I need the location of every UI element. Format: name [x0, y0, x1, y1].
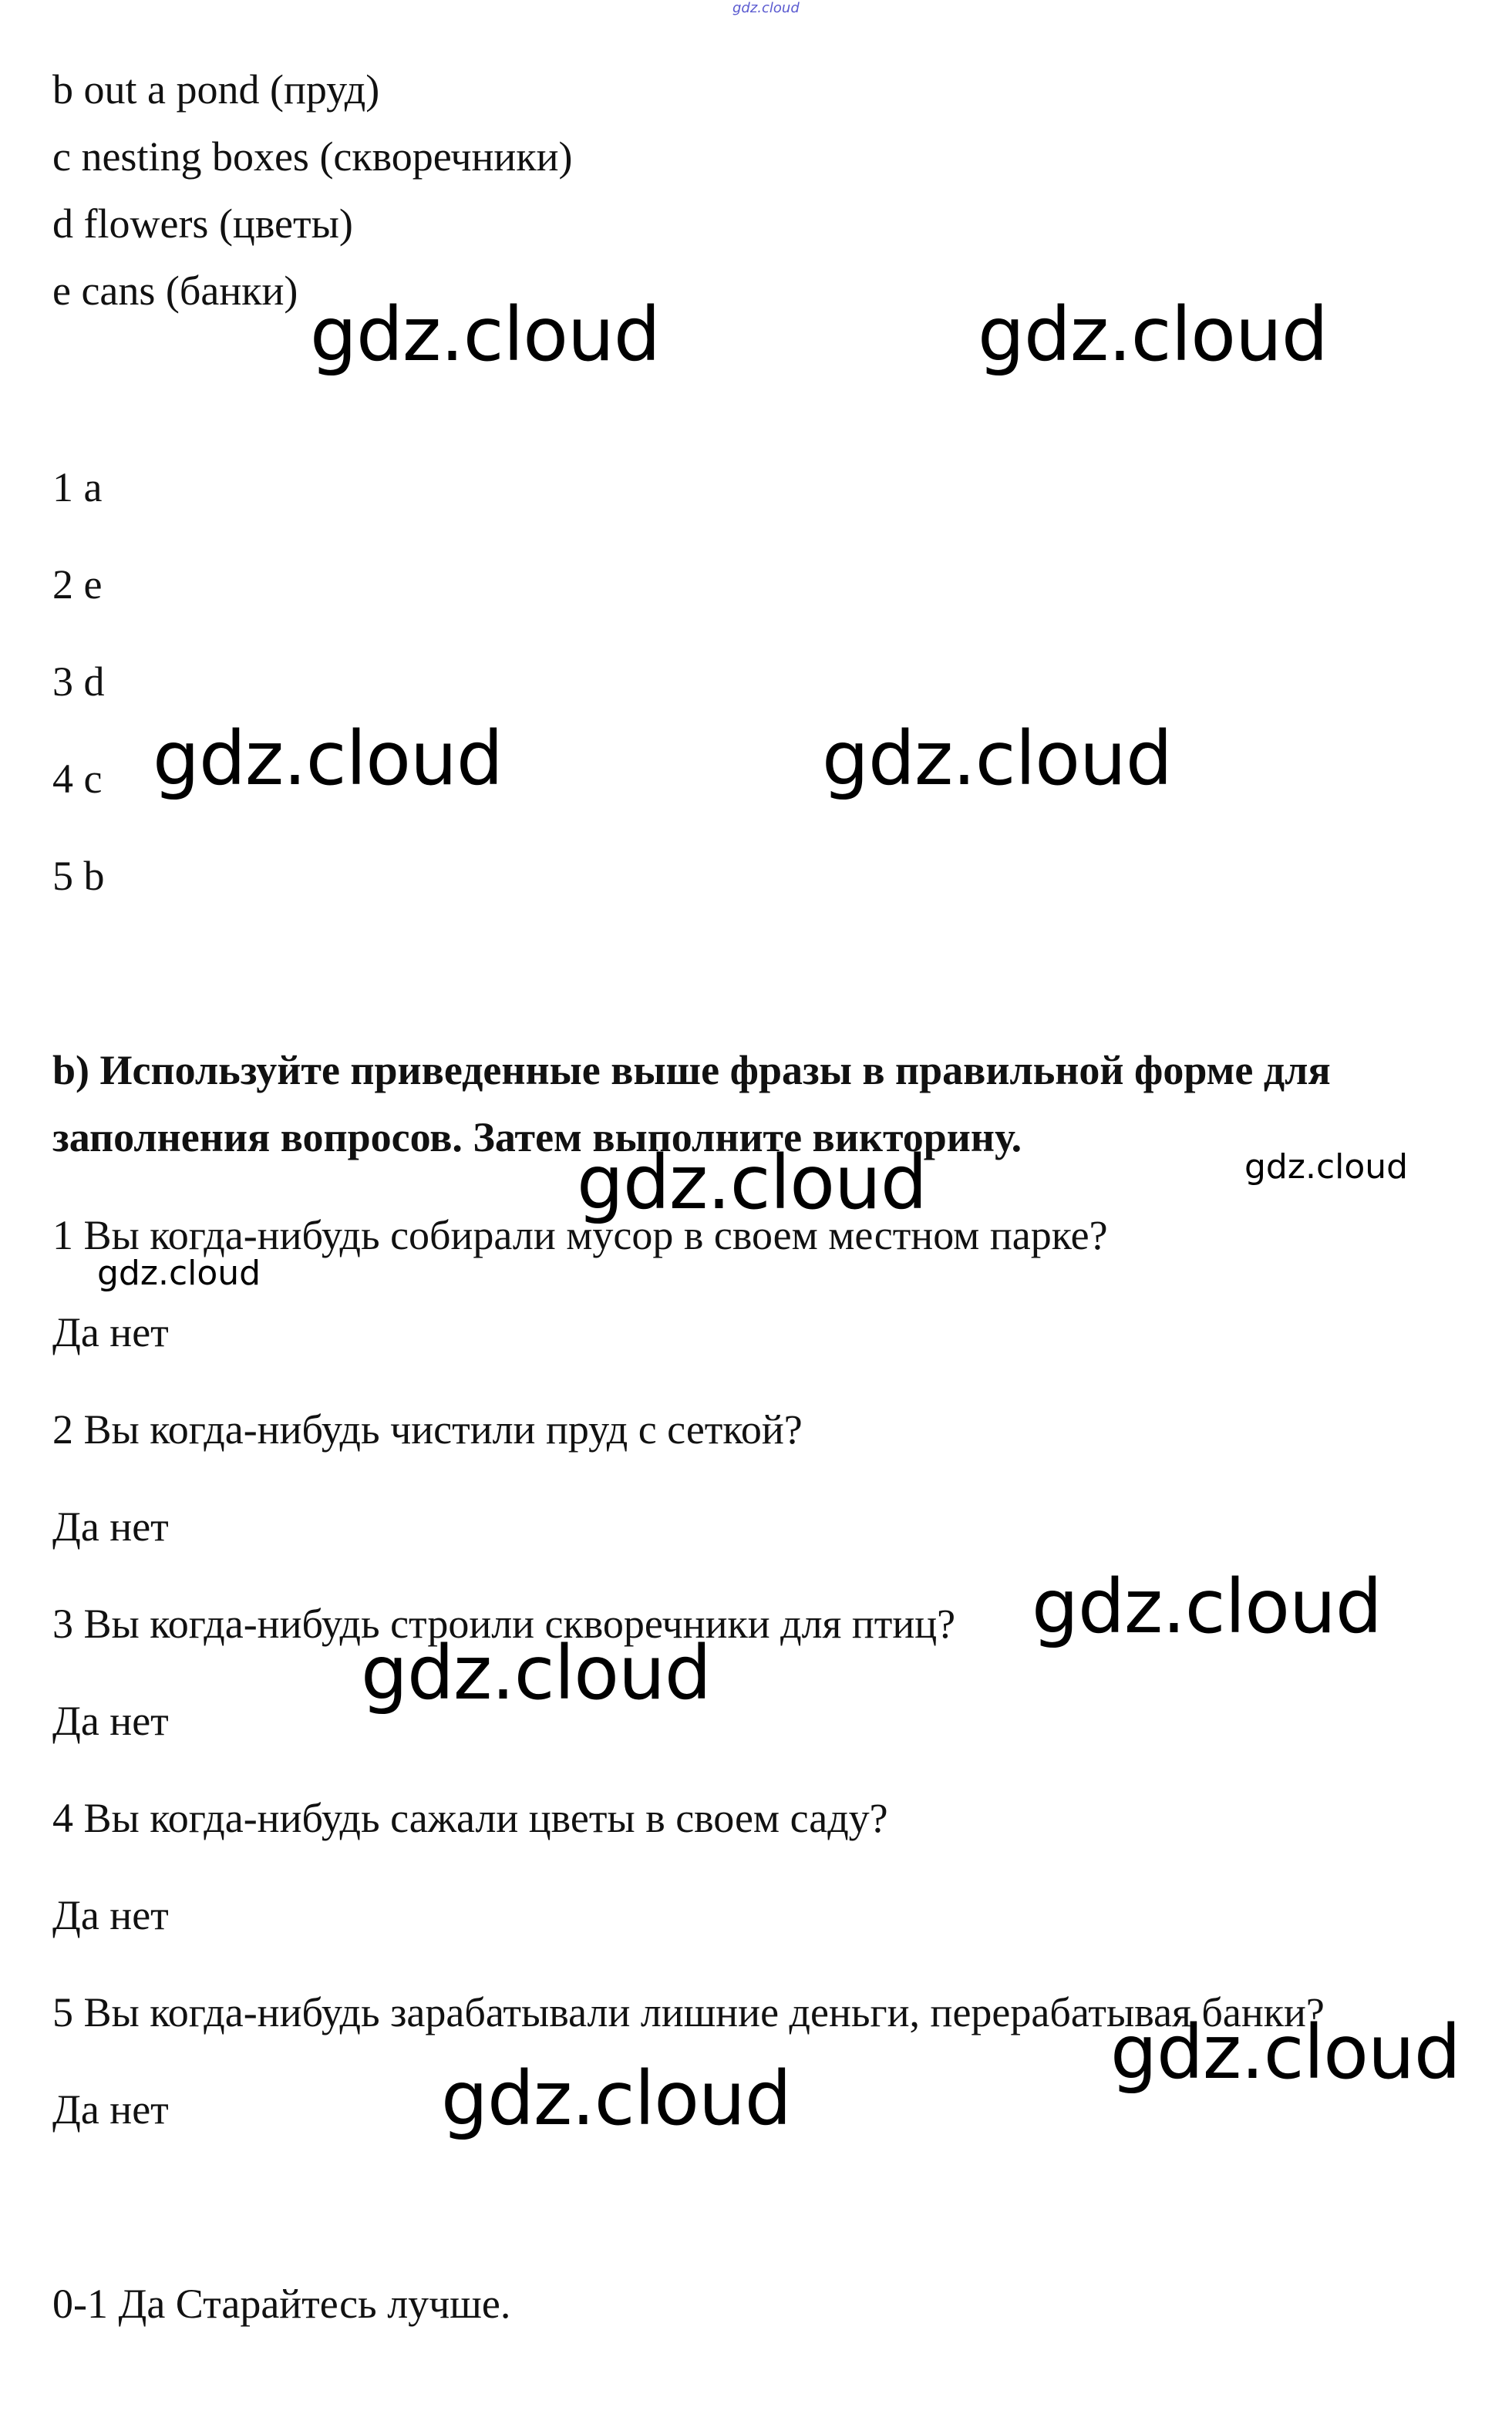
answer-1: 1 a [52, 464, 103, 510]
task-b-heading-line2: заполнения вопросов. Затем выполните викторину. [52, 1114, 1022, 1160]
question-2: 2 Вы когда-нибудь чистили пруд с сеткой? [52, 1406, 803, 1453]
question-4-choices: Да нет [52, 1892, 169, 1938]
result-text: 0-1 Да Старайтесь лучше. [52, 2281, 511, 2327]
top-watermark: gdz.cloud [732, 0, 800, 16]
watermark: gdz.cloud [310, 291, 660, 378]
option-c: c nesting boxes (скворечники) [52, 133, 573, 180]
watermark: gdz.cloud [822, 715, 1172, 802]
watermark: gdz.cloud [153, 715, 503, 802]
question-5-choices: Да нет [52, 2086, 169, 2133]
option-b: b out a pond (пруд) [52, 66, 380, 113]
watermark: gdz.cloud [361, 1630, 711, 1716]
answer-3: 3 d [52, 658, 105, 705]
answer-5: 5 b [52, 853, 105, 899]
watermark: gdz.cloud [97, 1254, 261, 1293]
watermark: gdz.cloud [441, 2056, 791, 2142]
question-4: 4 Вы когда-нибудь сажали цветы в своем саду? [52, 1795, 888, 1841]
question-5: 5 Вы когда-нибудь зарабатывали лишние деньги, перерабатывая банки? [52, 1989, 1325, 2035]
question-3: 3 Вы когда-нибудь строили скворечники для птиц? [52, 1601, 956, 1647]
watermark: gdz.cloud [577, 1140, 927, 1226]
question-3-choices: Да нет [52, 1698, 169, 1744]
watermark: gdz.cloud [1032, 1564, 1382, 1650]
question-2-choices: Да нет [52, 1503, 169, 1550]
watermark: gdz.cloud [1244, 1147, 1409, 1187]
option-e: e cans (банки) [52, 268, 298, 314]
answer-4: 4 c [52, 756, 103, 802]
question-1: 1 Вы когда-нибудь собирали мусор в своем местном парке? [52, 1212, 1108, 1258]
task-b-heading-line1: b) Используйте приведенные выше фразы в правильной форме для [52, 1047, 1331, 1093]
watermark: gdz.cloud [978, 291, 1328, 378]
answer-2: 2 e [52, 561, 103, 608]
option-d: d flowers (цветы) [52, 200, 353, 247]
question-1-choices: Да нет [52, 1309, 169, 1355]
watermark: gdz.cloud [1110, 2009, 1460, 2096]
